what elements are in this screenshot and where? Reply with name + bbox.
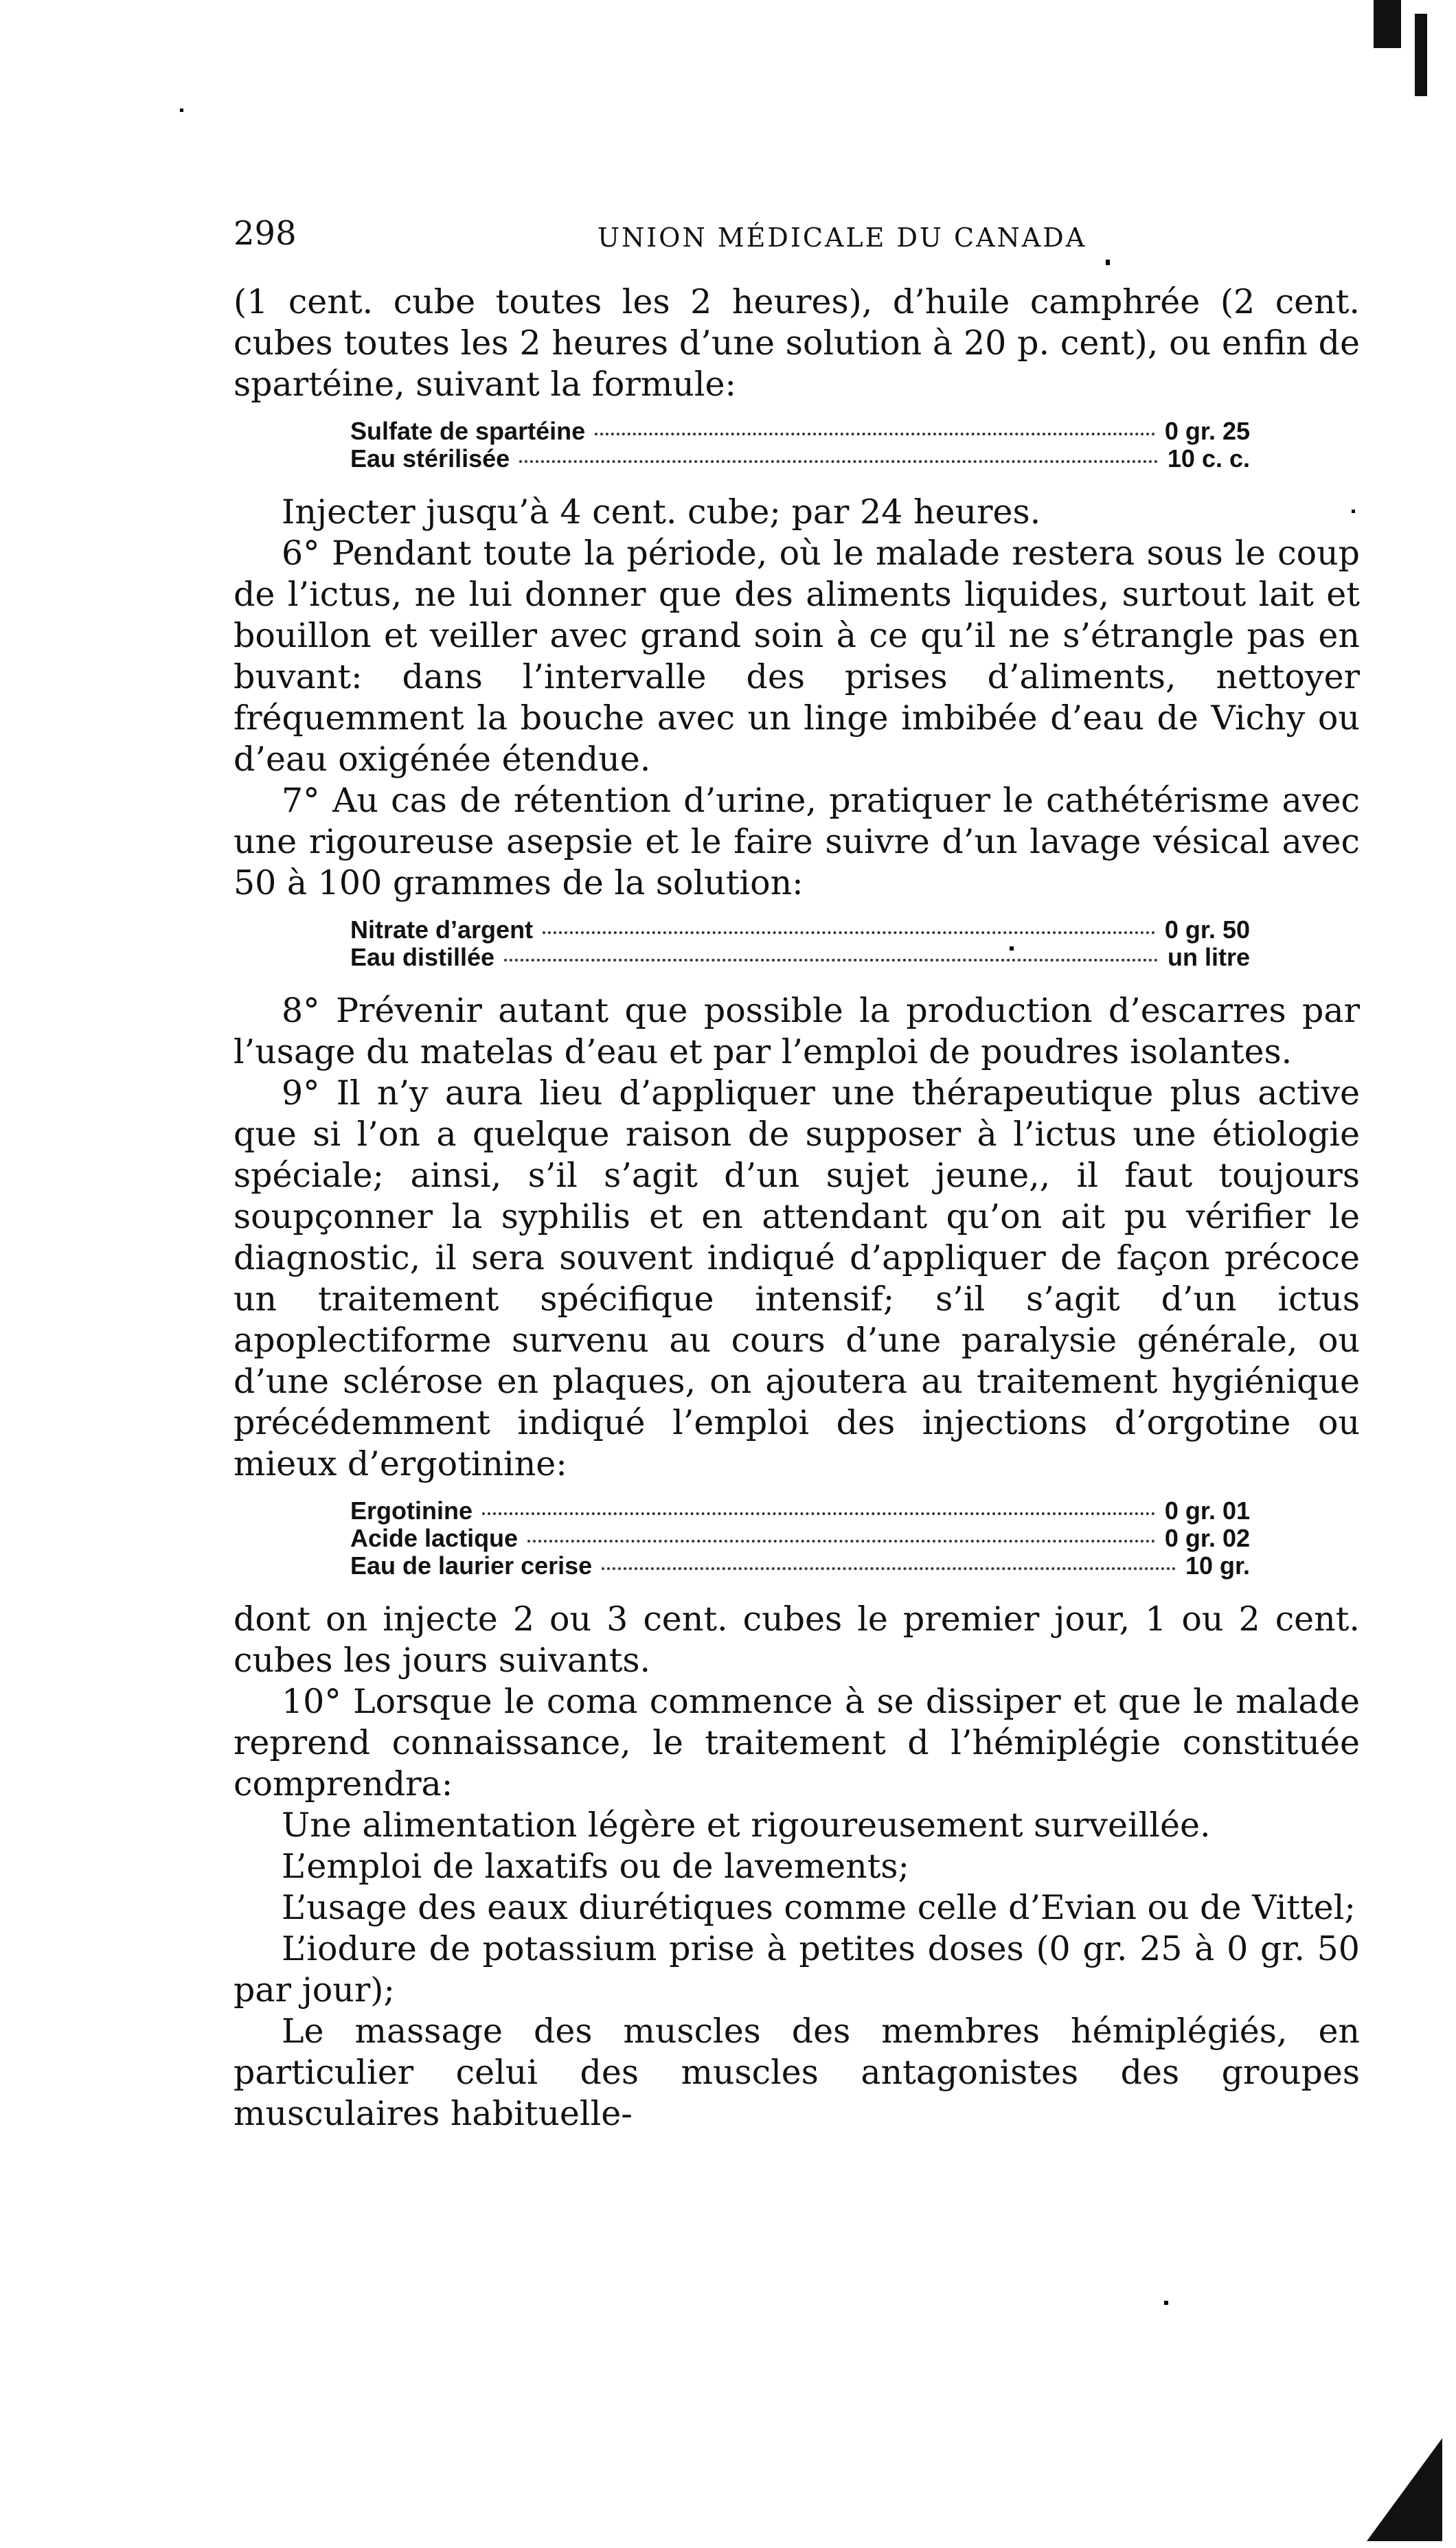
running-title: UNION MÉDICALE DU CANADA [598,223,1087,253]
paragraph-item-9: 9° Il n’y aura lieu d’appliquer une thérapeutique plus active que si l’on a quelque raison de supposer à l’ictus une étiologie spéciale; ainsi, s’il s’agit d’un sujet jeune,, il faut toujours soupçonner la syphilis et en attendant qu’on ait pu vérifier le diagnostic, il sera souvent indiqué d’appliquer de façon précoce un traitement spécifique intensif; s’il s’agit d’un ictus apoplectiforme survenu au cours d’une paralysie générale, ou d’une sclérose en plaques, on ajoutera au traitement hygiénique précédemment indiqué l’emploi des injections d’orgotine ou mieux d’ergotinine: [234,1073,1360,1483]
ingredient-name: Acide lactique [350,1524,519,1552]
ingredient-name: Sulfate de spartéine [350,417,586,445]
ingredient-dose: 0 gr. 50 [1164,915,1250,944]
scan-speck [1164,2301,1168,2305]
leader-dots [595,433,1155,435]
scan-speck [1352,510,1355,513]
ingredient-name: Eau de laurier cerise [350,1551,593,1580]
scan-speck [1106,260,1110,265]
formula-ergotinine [350,1497,1250,1580]
formula-row [350,418,1250,445]
formula-row [350,1525,1250,1552]
formula-silver-nitrate [350,916,1250,971]
ingredient-dose: 0 gr. 01 [1164,1497,1250,1525]
ingredient-dose: 0 gr. 02 [1164,1524,1250,1552]
paragraph-continuation: (1 cent. cube toutes les 2 heures), d’huile camphrée (2 cent. cubes toutes les 2 heures d’une solution à 20 p. cent), ou enfin de spartéine, suivant la formule: [234,282,1360,404]
ingredient-dose: un litre [1167,943,1250,971]
list-line-iodide: L’iodure de potassium prise à petites doses (0 gr. 25 à 0 gr. 50 par jour); [234,1929,1360,2010]
formula-row [350,944,1250,971]
leader-dots [527,1540,1155,1543]
paragraph-item-8: 8° Prévenir autant que possible la production d’escarres par l’usage du matelas d’eau et par l’emploi de poudres isolantes. [234,991,1360,1071]
leader-dots [504,959,1158,962]
scan-speck [180,109,183,112]
leader-dots [519,460,1158,463]
formula-sparteine [350,418,1250,473]
ingredient-name: Nitrate d’argent [350,915,534,944]
list-line-diet: Une alimentation légère et rigoureusement surveillée. [282,1806,1211,1845]
paragraph-item-7: 7° Au cas de rétention d’urine, pratiquer le cathétérisme avec une rigoureuse asepsie et le faire suivre d’un lavage vésical avec 50 à 100 grammes de la solution: [234,781,1360,902]
formula-row [350,1552,1250,1580]
paragraph-item-10: 10° Lorsque le coma commence à se dissiper et que le malade reprend connaissance, le traitement d l’hémiplégie constituée comprendra: [234,1682,1360,1804]
list-line-massage: Le massage des muscles des membres hémiplégiés, en particulier celui des muscles antagonistes des groupes musculaires habituelle- [234,2012,1360,2133]
leader-dots [602,1567,1176,1570]
body-text [234,282,1360,2135]
scan-edge-mark-top-tail [1415,14,1427,96]
ingredient-dose: 10 gr. [1185,1551,1250,1580]
ingredient-dose: 10 c. c. [1167,444,1250,473]
scan-edge-mark-bottom [1367,2438,1442,2541]
formula-row [350,1497,1250,1525]
leader-dots [543,931,1155,934]
ingredient-name: Eau distillée [350,943,495,971]
paragraph-dosage: dont on injecte 2 ou 3 cent. cubes le premier jour, 1 ou 2 cent. cubes les jours suivants. [234,1600,1360,1680]
paragraph-injection: Injecter jusqu’à 4 cent. cube; par 24 heures. [282,492,1041,532]
formula-row [350,916,1250,944]
page-header [234,206,1360,261]
ingredient-dose: 0 gr. 25 [1164,417,1250,445]
scan-edge-mark-top [1374,0,1401,48]
page-number: 298 [234,214,297,253]
ingredient-name: Ergotinine [350,1497,473,1525]
leader-dots [482,1512,1155,1515]
list-line-laxatives: L’emploi de laxatifs ou de lavements; [282,1847,910,1886]
scan-speck [1010,946,1014,951]
formula-row [350,445,1250,473]
list-line-diuretics: L’usage des eaux diurétiques comme celle d’Evian ou de Vittel; [282,1888,1356,1927]
ingredient-name: Eau stérilisée [350,444,510,473]
paragraph-item-6: 6° Pendant toute la période, où le malade restera sous le coup de l’ictus, ne lui donner que des aliments liquides, surtout lait et bouillon et veiller avec grand soin à ce qu’il ne s’étrangle pas en buvant: dans l’intervalle des prises d’aliments, nettoyer fréquemment la bouche avec un linge imbibée d’eau de Vichy ou d’eau oxigénée étendue. [234,534,1360,779]
